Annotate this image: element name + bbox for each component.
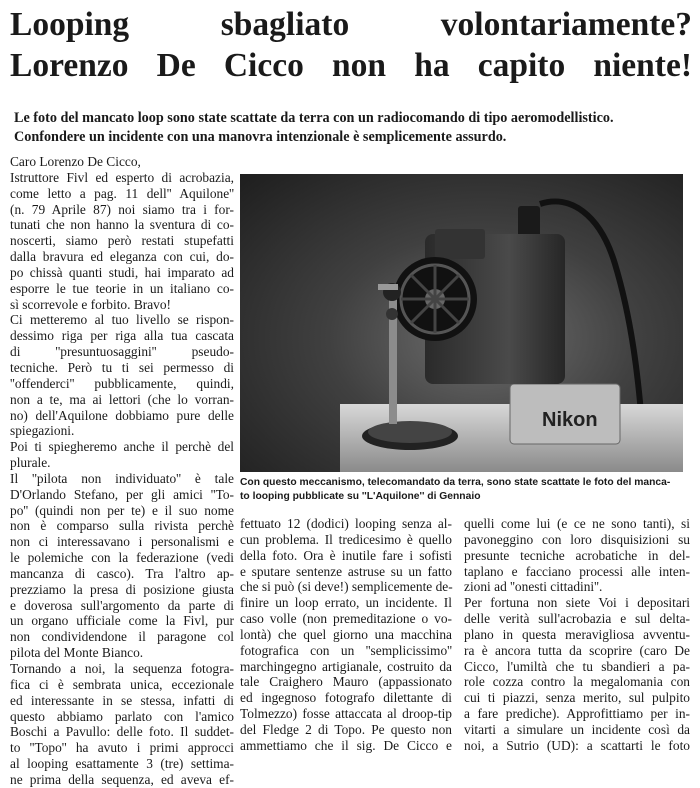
text-line: non è comparso sulla rivista perchè xyxy=(10,518,234,534)
text-line: no) dell'Aquilone dobbiamo pure delle xyxy=(10,407,234,423)
text-line: sì scorrevole e forbito. Bravo! xyxy=(10,296,172,312)
lead-line-2: Confondere un incidente con una manovra intenzionale è semplicemente assurdo. xyxy=(14,129,507,145)
text-line: pilota del Monte Bianco. xyxy=(10,645,144,661)
text-column-1 xyxy=(10,154,234,788)
text-line: marchingegno artigianale, costruito da xyxy=(240,658,452,674)
text-line: Il ''pilota non individuato'' è tale xyxy=(10,470,234,486)
text-line: a fare prediche). Approfittiamo per in- xyxy=(464,706,690,722)
article-lead xyxy=(14,109,690,147)
text-column-3 xyxy=(464,516,690,754)
text-line: zioni ad ''onesti cittadini''. xyxy=(464,579,603,595)
title-line-1: Looping sbagliato volontariamente? xyxy=(10,6,692,43)
text-line: che si può (si deve!) semplicemente de- xyxy=(240,579,453,595)
text-line: ra è ancora tutta da scoprire (caro De xyxy=(464,642,690,658)
text-line: role cozza contro la megalomania con xyxy=(464,674,690,690)
text-line: finire un loop errato, un incidente. Il xyxy=(240,595,452,611)
text-line: ed interessante in se stessa, infatti di xyxy=(10,692,234,708)
text-line: pavoneggino con loro disquisizioni su xyxy=(464,531,690,547)
text-line: prezziamo la presa di posizione giusta xyxy=(10,581,234,597)
text-line: tunati che non hanno la sventura di co- xyxy=(10,217,234,233)
text-line: al looping esattamente 3 (tre) settima- xyxy=(10,756,234,772)
text-line: lontà) che quel giorno una macchina xyxy=(240,626,452,642)
text-line: po'' (quindi non per te) e il suo nome xyxy=(10,502,234,518)
text-line: cui ti piazzi, senza merito, sul pulpito xyxy=(464,690,690,706)
title-line-2: Lorenzo De Cicco non ha capito niente! xyxy=(10,47,692,84)
text-line: e sputare sentenze astruse su un fatto xyxy=(240,563,452,579)
caption-line-2: to looping pubblicate su ''L'Aquilone'' di Gennaio xyxy=(240,490,481,502)
text-line: taplano e facciano processi alle inten- xyxy=(464,563,690,579)
text-line: spiegazioni. xyxy=(10,423,75,439)
text-line: dessimo riga per riga alla tua cascata xyxy=(10,328,234,344)
text-line: fettuato 12 (dodici) looping senza al- xyxy=(240,516,452,531)
text-line: Poi ti spiegheremo anche il perchè del xyxy=(10,439,234,455)
camera-mechanism-illustration xyxy=(240,174,683,472)
text-line: esporre le tue teorie in un italiano co- xyxy=(10,280,234,296)
text-line: delle verità sull'acrobazia e sul delta- xyxy=(464,611,690,627)
text-line: Tolmezzo) fosse attaccata al droop-tip xyxy=(240,706,452,722)
text-line: Cicco, l'umiltà che tu sbandieri a pa- xyxy=(464,658,690,674)
text-line: dalla bravura ed eleganza con cui, do- xyxy=(10,249,234,265)
text-line: non condividendone il paragone col xyxy=(10,629,234,645)
text-line: ed ingegnoso fotografo dilettante di xyxy=(240,690,452,706)
text-line: plurale. xyxy=(10,455,51,471)
text-line: questo abbiamo parlato con l'amico xyxy=(10,708,234,724)
text-line: non a te, ma ai lettori (che lo vorran- xyxy=(10,391,234,407)
text-line: Istruttore Fivl ed esperto di acrobazia, xyxy=(10,169,234,185)
text-line: le polemiche con la federazione (vedi xyxy=(10,550,234,566)
text-line: D'Orlando Stefano, per gli amici ''To- xyxy=(10,486,234,502)
text-line: noscerti, siamo però restati stupefatti xyxy=(10,233,234,249)
photo-caption xyxy=(240,476,688,503)
text-line: cun problema. Il tredicesimo è quello xyxy=(240,531,452,547)
text-line: della foto. Ora è inutile fare i sofisti xyxy=(240,547,452,563)
text-line: mancanza di casco). Tra l'altro ap- xyxy=(10,565,234,581)
text-line: tale Craighero Mauro (appassionato xyxy=(240,674,452,690)
caption-line-1: Con questo meccanismo, telecomandato da terra, sono state scattate le foto del manca- xyxy=(240,477,671,488)
nikon-logo: Nikon xyxy=(542,409,598,431)
text-line: presunte tecniche acrobatiche in del- xyxy=(464,547,690,563)
text-line: plano in questa meravigliosa avventu- xyxy=(464,626,690,642)
text-line: vitarti a simulare un incidente così da xyxy=(464,721,690,737)
camera-photo xyxy=(240,174,683,472)
text-line: di ''presuntuosaggini'' pseudo- xyxy=(10,344,234,360)
text-line: fica ci è sembrata unica, eccezionale xyxy=(10,676,234,692)
text-line: caso volle (non premeditazione o vo- xyxy=(240,611,452,627)
text-line: (n. 79 Aprile 87) noi siamo tra i for- xyxy=(10,201,234,217)
text-line: noi, a Sutrio (UD): a scattarti le foto xyxy=(464,737,690,753)
text-line: Per fortuna non siete Voi i depositari xyxy=(464,595,690,611)
text-line: ammettiamo che il sig. De Cicco e xyxy=(240,737,452,753)
article-title xyxy=(10,4,692,86)
text-line: fotografica con un ''semplicissimo'' xyxy=(240,642,452,658)
text-line: come letto a pag. 11 dell'' Aquilone'' xyxy=(10,185,234,201)
text-line: del Fledge 2 di Topo. Pe questo non xyxy=(240,721,452,737)
text-line: ne prima della sequenza, ed aveva ef- xyxy=(10,771,234,787)
text-line: e doverosa sull'argomento da parte di xyxy=(10,597,234,613)
text-line: Caro Lorenzo De Cicco, xyxy=(10,154,141,169)
text-line: to ''Topo'' ha avuto i primi approcci xyxy=(10,740,234,756)
text-line: ''offenderci'' pubblicamente, quindi, xyxy=(10,375,234,391)
text-line: un organo ufficiale come la Fivl, pur xyxy=(10,613,234,629)
text-column-2 xyxy=(240,516,452,754)
text-line: tecniche. Però tu ti sei permesso di xyxy=(10,359,234,375)
text-line: non ci interessavano i personalismi e xyxy=(10,534,234,550)
text-line: quelli come lui (e ce ne sono tanti), si xyxy=(464,516,690,531)
lead-line-1: Le foto del mancato loop sono state scattate da terra con un radiocomando di tipo aeromodellistico. xyxy=(14,110,614,126)
text-line: po chissà quanti studi, hai imparato ad xyxy=(10,264,234,280)
text-line: Boschi a Pavullo: delle foto. Il suddet- xyxy=(10,724,234,740)
text-line: Tornando a noi, la sequenza fotogra- xyxy=(10,661,234,676)
text-line: Ci metteremo al tuo livello se rispon- xyxy=(10,312,234,328)
